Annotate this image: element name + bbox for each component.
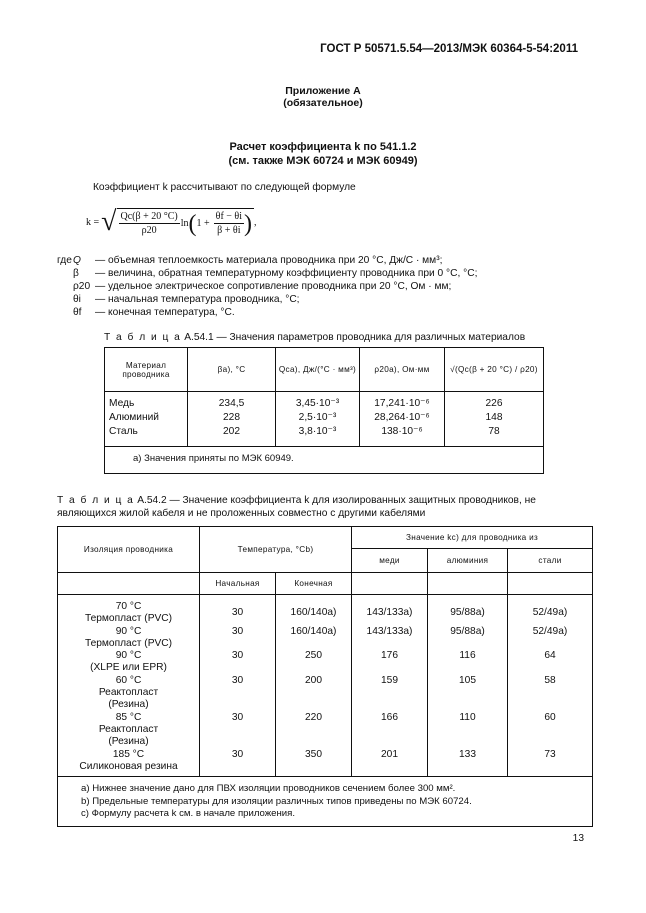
annex-status: (обязательное) (283, 97, 363, 109)
table1-note-row (105, 446, 544, 473)
definition-text: — величина, обратная температурному коэффициенту проводника при 0 °С, °С; (95, 268, 478, 279)
t2-cell: 250 (276, 650, 352, 675)
definition-item (73, 306, 477, 319)
t2-cell: 73 (508, 749, 593, 777)
inner-fraction (214, 211, 244, 236)
where-word: где (57, 255, 72, 266)
table2-header-row (58, 527, 593, 549)
table2-header-row (58, 573, 593, 595)
t2-cell: 110 (428, 712, 508, 749)
formula-numerator: Qc(β + 20 °C) (120, 211, 178, 222)
t2-h-aluminium: алюминия (428, 549, 508, 573)
table1-header-row (105, 348, 544, 392)
table2-caption-text: А.54.2 — Значение коэффициента k для изолированных защитных проводников, не являющихся жилой кабеля и не проложенных совместно с другими кабелями (57, 495, 536, 519)
t1-h-beta: βа), °С (188, 348, 276, 392)
t2-cell: 30 (200, 712, 276, 749)
table2-notes (58, 777, 593, 827)
t2-h-start: Начальная (200, 573, 276, 595)
t1-cell: Алюминий (105, 409, 188, 426)
t2-insulation (58, 650, 200, 675)
t1-h-material: Материал проводника (105, 348, 188, 392)
t2-cell: 30 (200, 749, 276, 777)
t2-cell: 30 (200, 595, 276, 626)
t1-cell: 234,5 (188, 392, 276, 410)
table2-note: а) Нижнее значение дано для ПВХ изоляции проводников сечением более 300 мм². (81, 783, 456, 795)
t2-cell: 160/140а) (276, 626, 352, 651)
t2-h-empty (428, 573, 508, 595)
t2-ins-line: (Резина) (108, 736, 149, 748)
table-row (105, 409, 544, 426)
definition-text: — объемная теплоемкость материала проводника при 20 °С, Дж/С · мм³; (95, 255, 443, 266)
t2-h-copper: меди (352, 549, 428, 573)
t2-h-empty (508, 573, 593, 595)
table1-caption (104, 331, 525, 344)
formula-lhs: k = (86, 216, 100, 228)
ln-operator: ln (180, 218, 189, 229)
t1-h-sqrt: √(Qc(β + 20 °C) / ρ20) (445, 348, 544, 392)
t2-cell: 30 (200, 626, 276, 651)
t2-ins-line: Термопласт (PVC) (84, 637, 173, 649)
t2-cell: 200 (276, 675, 352, 712)
right-paren: ) (243, 210, 252, 237)
t2-cell: 30 (200, 650, 276, 675)
t2-insulation (58, 749, 200, 777)
t2-cell: 58 (508, 675, 593, 712)
t2-ins-line: 85 °С (115, 711, 142, 723)
t2-ins-line: 60 °С (115, 674, 142, 686)
definition-symbol: Q (73, 255, 81, 266)
t2-cell: 176 (352, 650, 428, 675)
definition-text: — начальная температура проводника, °С; (95, 294, 300, 305)
table2-caption (57, 494, 593, 520)
document-header: ГОСТ Р 50571.5.54—2013/МЭК 60364-5-54:2011 (320, 43, 578, 55)
t2-cell: 60 (508, 712, 593, 749)
definition-symbol: ρ20 (73, 281, 91, 292)
formula-denominator: ρ20 (141, 225, 157, 236)
inner-denominator: β + θi (217, 225, 241, 236)
table2-notes-row (58, 777, 593, 827)
t2-insulation (58, 675, 200, 712)
t1-cell: 3,45·10⁻³ (276, 392, 360, 410)
t2-cell: 143/133а) (352, 626, 428, 651)
k-formula (86, 208, 256, 236)
annex-title: Приложение А (285, 85, 361, 97)
table-row (58, 626, 593, 651)
table2-note: b) Предельные температуры для изоляции различных типов приведены по МЭК 60724. (81, 795, 472, 807)
inner-one: 1 + (196, 218, 210, 229)
t1-cell: Медь (105, 392, 188, 410)
t2-cell: 159 (352, 675, 428, 712)
t2-ins-line: Силиконовая резина (79, 760, 178, 772)
t1-cell: Сталь (105, 426, 188, 446)
t2-h-temperature: Температура, °Сb) (200, 527, 352, 573)
t1-cell: 202 (188, 426, 276, 446)
t1-cell: 78 (445, 426, 544, 446)
table2-label: Т а б л и ц а (57, 495, 135, 506)
t2-cell: 166 (352, 712, 428, 749)
t2-cell: 160/140а) (276, 595, 352, 626)
t1-cell: 2,5·10⁻³ (276, 409, 360, 426)
definitions-list (73, 254, 477, 319)
radicand (117, 208, 254, 236)
t2-cell: 52/49а) (508, 626, 593, 651)
t1-cell: 138·10⁻⁶ (360, 426, 445, 446)
t2-ins-line: 90 °С (115, 650, 142, 662)
table1-note: а) Значения приняты по МЭК 60949. (105, 446, 544, 473)
definition-symbol: θi (73, 294, 81, 305)
t2-cell: 220 (276, 712, 352, 749)
t1-h-rho: ρ20а), Ом·мм (360, 348, 445, 392)
intro-text: Коэффициент k рассчитывают по следующей формуле (93, 182, 356, 193)
definition-symbol: θf (73, 307, 82, 318)
t2-h-end: Конечная (276, 573, 352, 595)
definition-item (73, 293, 477, 306)
t2-insulation (58, 712, 200, 749)
table-row (58, 595, 593, 626)
t2-cell: 64 (508, 650, 593, 675)
t2-insulation (58, 595, 200, 626)
t2-ins-line: (Резина) (108, 699, 149, 711)
formula-end: , (253, 216, 257, 228)
t2-ins-line: 70 °С (115, 601, 142, 612)
definition-text: — удельное электрическое сопротивление проводника при 20 °С, Ом · мм; (95, 281, 452, 292)
page-number: 13 (572, 833, 584, 844)
t2-ins-line: 185 °С (112, 748, 145, 760)
calc-subtitle: (см. также МЭК 60724 и МЭК 60949) (228, 155, 418, 167)
table-row (58, 749, 593, 777)
t2-h-k-value: Значение kc) для проводника из (352, 527, 593, 549)
t2-cell: 350 (276, 749, 352, 777)
t1-cell: 228 (188, 409, 276, 426)
table-row (58, 712, 593, 749)
t2-ins-line: Реактопласт (98, 687, 159, 699)
t2-h-insulation: Изоляция проводника (58, 527, 200, 573)
table1-caption-text: А.54.1 — Значения параметров проводника для различных материалов (184, 332, 526, 343)
t2-insulation (58, 626, 200, 651)
table-a541 (104, 347, 544, 474)
calc-title: Расчет коэффициента k по 541.1.2 (229, 141, 417, 153)
t2-cell: 52/49а) (508, 595, 593, 626)
formula-fraction (119, 211, 180, 236)
t2-cell: 201 (352, 749, 428, 777)
t2-cell: 105 (428, 675, 508, 712)
sqrt-sign: √ (101, 206, 117, 237)
definition-text: — конечная температура, °С. (95, 307, 235, 318)
table-row (58, 650, 593, 675)
t2-ins-line: Термопласт (PVC) (84, 613, 173, 625)
table-row (105, 426, 544, 446)
t1-cell: 17,241·10⁻⁶ (360, 392, 445, 410)
definition-item (73, 267, 477, 280)
table-a542 (57, 526, 593, 827)
definition-symbol: β (73, 268, 79, 279)
definition-item (73, 280, 477, 293)
t2-cell: 116 (428, 650, 508, 675)
t2-cell: 143/133а) (352, 595, 428, 626)
t2-cell: 95/88а) (428, 626, 508, 651)
table-row (105, 392, 544, 410)
t2-ins-line: (XLPE или EPR) (90, 662, 167, 674)
t2-h-empty (352, 573, 428, 595)
t2-cell: 133 (428, 749, 508, 777)
t1-h-qc: Qcа), Дж/(°С · мм³) (276, 348, 360, 392)
t1-cell: 28,264·10⁻⁶ (360, 409, 445, 426)
definition-item (73, 254, 477, 267)
inner-numerator: θf − θi (215, 211, 242, 222)
t2-cell: 95/88а) (428, 595, 508, 626)
t1-cell: 3,8·10⁻³ (276, 426, 360, 446)
t2-ins-line: Реактопласт (98, 723, 159, 735)
table2-note: c) Формулу расчета k см. в начале приложения. (81, 808, 296, 820)
t2-cell: 30 (200, 675, 276, 712)
table1-label: Т а б л и ц а (104, 332, 182, 343)
t2-h-steel: стали (508, 549, 593, 573)
t2-ins-line: 90 °С (115, 625, 142, 637)
left-paren: ( (188, 210, 197, 237)
t1-cell: 148 (445, 409, 544, 426)
t2-h-empty (58, 573, 200, 595)
table-row (58, 675, 593, 712)
t1-cell: 226 (445, 392, 544, 410)
